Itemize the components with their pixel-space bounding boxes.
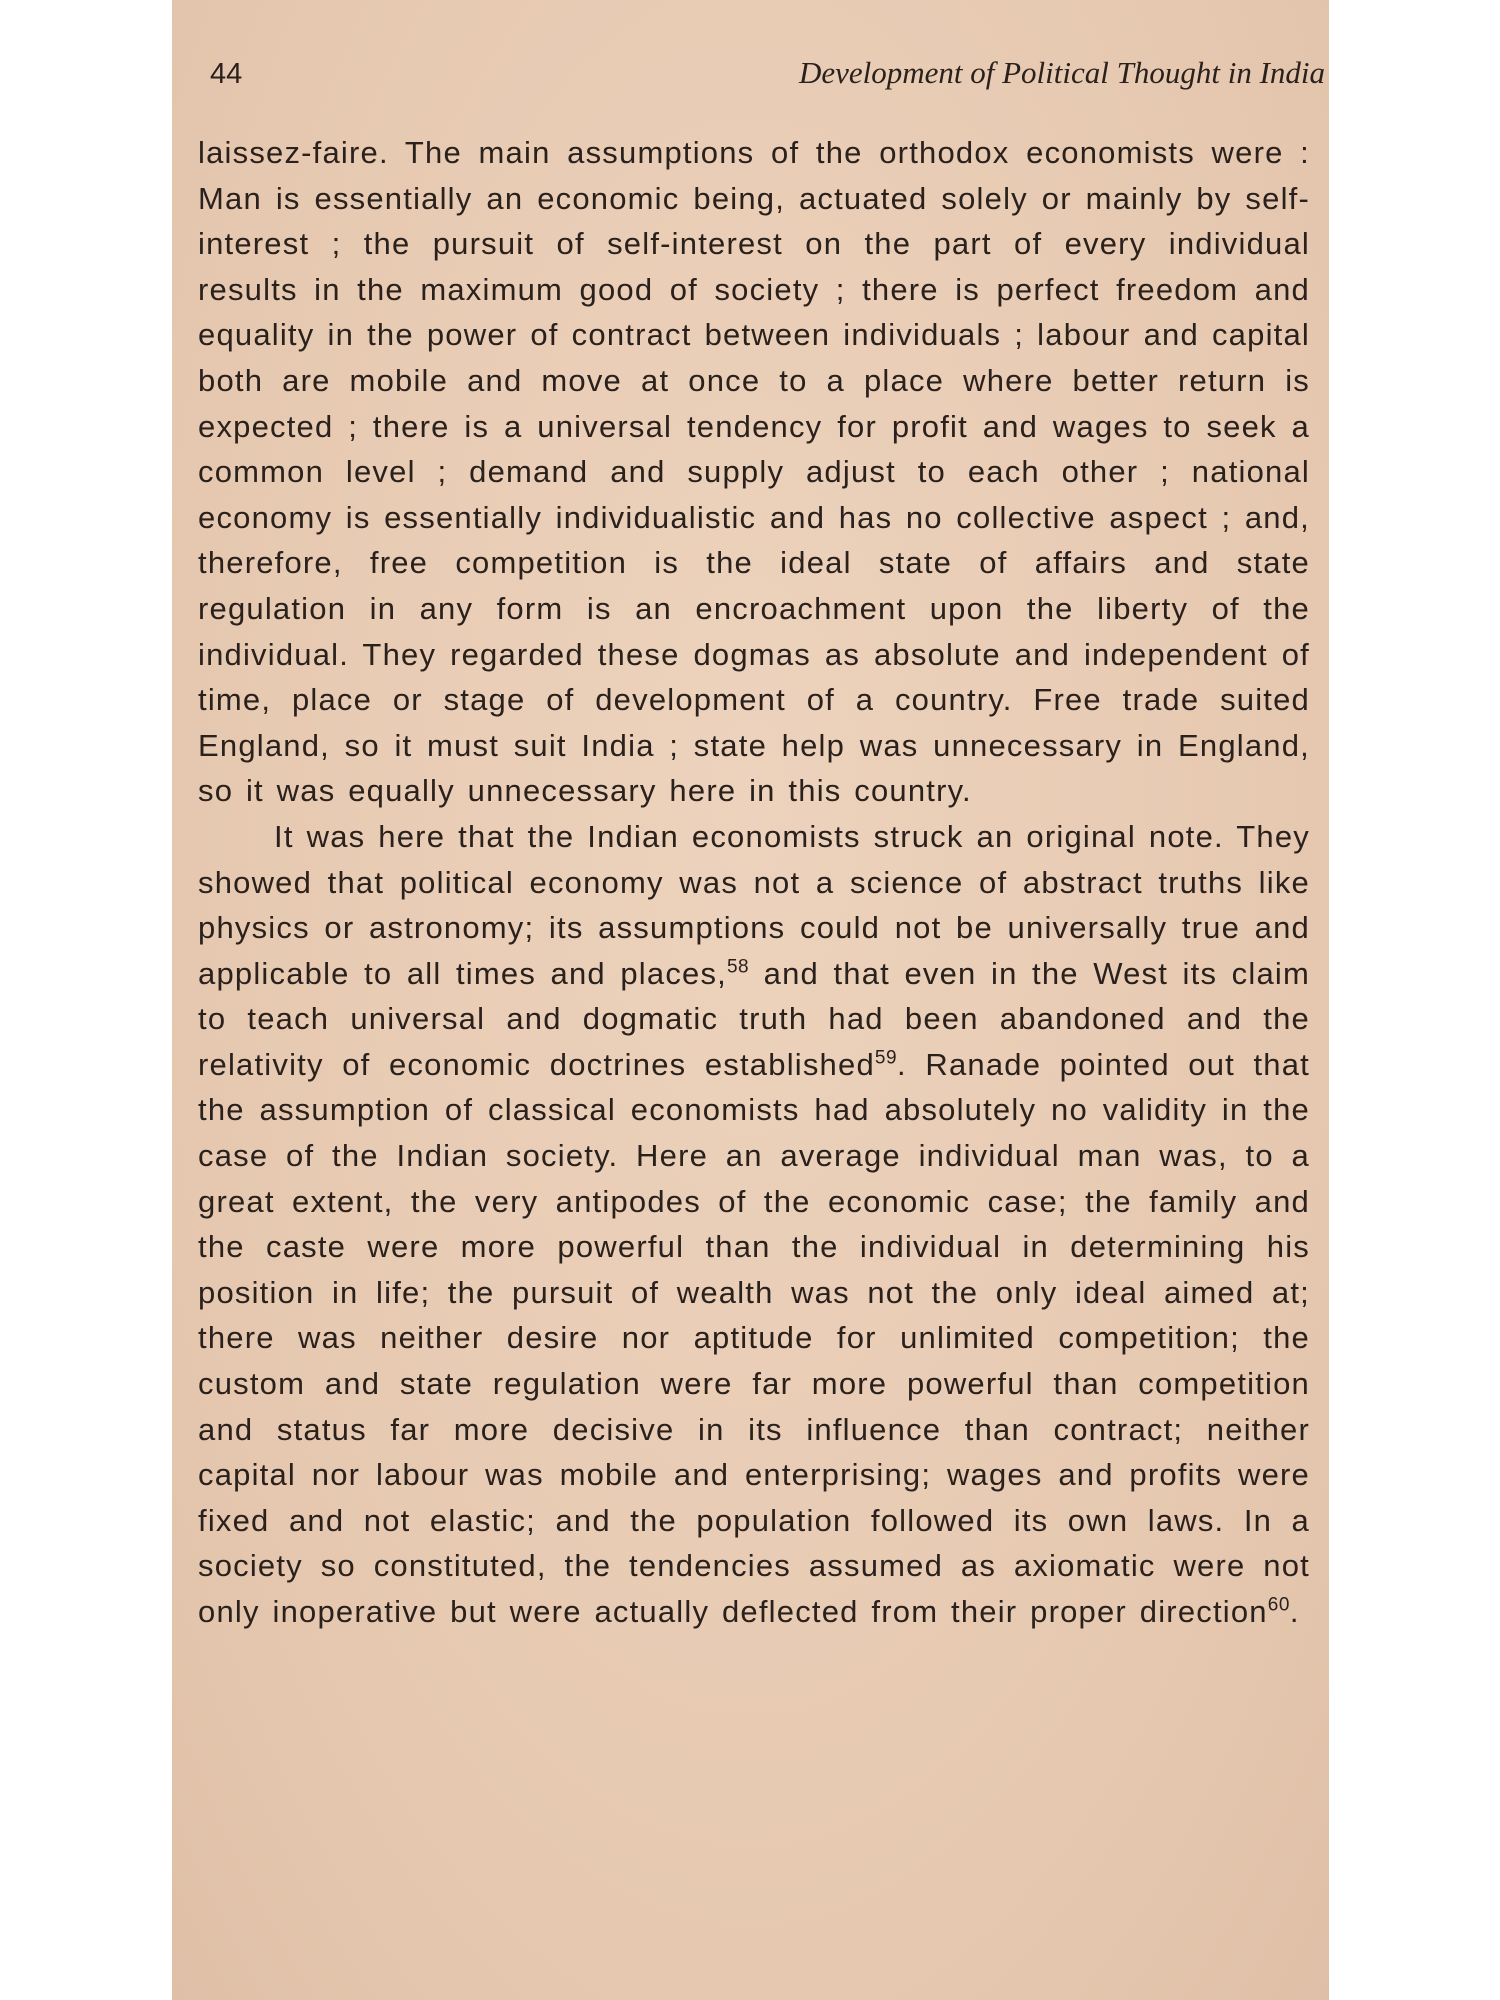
footnote-ref-59: 59 [874,1047,898,1069]
paragraph-2-text: . Ranade pointed out that the assumption of classical economists had absolutely no validity in the case of the Indian society. Here an average individual man was, to a great extent, the very antipodes of the economic case; the family and the caste were more powerful than the individual in determining his position in life; the pursuit of wealth was not the only ideal aimed at; there was neither desire nor aptitude for unlimited competition; the custom and state regulation were far more powerful than competition and status far more decisive in its influence than contract; neither capital nor labour was mobile and enterprising; wages and profits were fixed and not elastic; and the population followed its own laws. In a society so constituted, the tendencies assumed as axiomatic were not only inoperative but were actually deflected from their proper direction [198,1046,1310,1629]
paragraph-2 [198,814,1310,1635]
body-text [198,130,1310,1635]
paragraph-2-text: and that even in the West its claim to teach universal and dogmatic truth had been abandoned and the relativity of economic doctrines established [198,955,1310,1082]
book-page [172,0,1329,2000]
footnote-ref-58: 58 [726,956,750,978]
paragraph-2-text: It was here that the Indian economists struck an original note. They showed that political economy was not a science of abstract truths like physics or astronomy; its assumptions could not be universally true and applicable to all times and places, [198,818,1310,991]
paragraph-2-text: . [1289,1594,1300,1629]
page-header [210,55,1325,99]
running-title: Development of Political Thought in India [798,55,1325,90]
footnote-ref-60: 60 [1267,1594,1290,1616]
paragraph-1: laissez-faire. The main assumptions of the orthodox economists were : Man is essentially an economic being, actuated solely or mainly by self-interest ; the pursuit of self-interest on the part of every individual results in the maximum good of society ; there is perfect freedom and equality in the power of contract between individuals ; labour and capital both are mobile and move at once to a place where better return is expected ; there is a universal tendency for profit and wages to seek a common level ; demand and supply adjust to each other ; national economy is essentially individualistic and has no collective aspect ; and, therefore, free competition is the ideal state of affairs and state regulation in any form is an encroachment upon the liberty of the individual. They regarded these dogmas as absolute and independent of time, place or stage of development of a country. Free trade suited England, so it must suit India ; state help was unnecessary in England, so it was equally unnecessary here in this country. [198,135,1310,809]
page-number: 44 [210,58,243,90]
